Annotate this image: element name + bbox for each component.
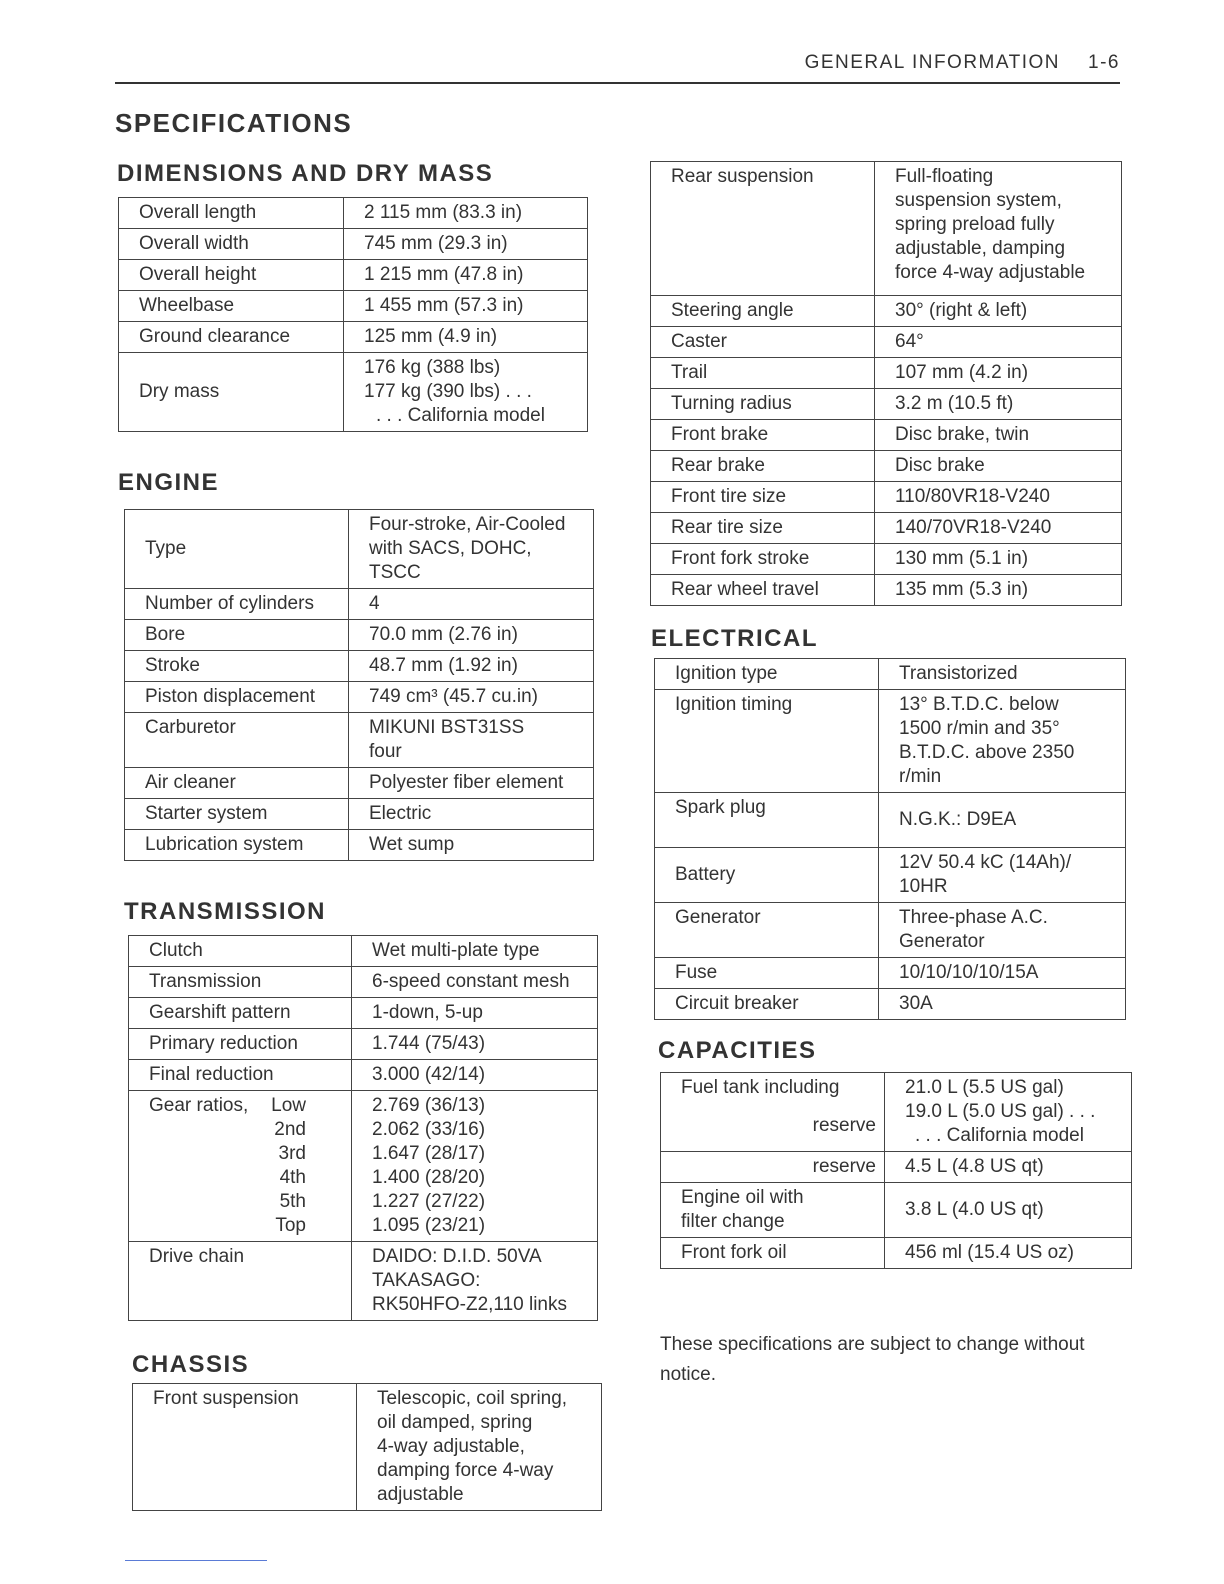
row-value: 30° (right & left)	[875, 296, 1122, 327]
row-label: Bore	[125, 620, 349, 651]
row-label	[129, 1091, 352, 1242]
table-row	[125, 799, 594, 830]
table-row	[125, 682, 594, 713]
value-line: Four-stroke, Air-Cooled	[369, 514, 566, 535]
table-row	[119, 322, 588, 353]
row-value: 135 mm (5.3 in)	[875, 575, 1122, 606]
table-row	[119, 229, 588, 260]
row-label: Spark plug	[655, 793, 879, 848]
row-value: 749 cm³ (45.7 cu.in)	[349, 682, 594, 713]
row-label: Trail	[651, 358, 875, 389]
gear-value: 1.095 (23/21)	[372, 1215, 486, 1236]
table-row	[119, 291, 588, 322]
row-label: Front fork stroke	[651, 544, 875, 575]
gear-ratios-label: Gear ratios,	[149, 1095, 249, 1116]
table-row	[129, 1242, 598, 1321]
label-line: Engine oil with	[681, 1187, 804, 1208]
row-value: 4.5 L (4.8 US qt)	[885, 1152, 1132, 1183]
table-row	[661, 1152, 1132, 1183]
engine-table	[124, 509, 594, 861]
row-label: Piston displacement	[125, 682, 349, 713]
value-line: TSCC	[369, 562, 421, 583]
table-row	[651, 389, 1122, 420]
row-label: Overall width	[119, 229, 344, 260]
value-line: Full-floating	[895, 166, 994, 187]
table-row	[655, 793, 1126, 848]
row-label: Wheelbase	[119, 291, 344, 322]
table-row	[125, 651, 594, 682]
row-label: Ignition timing	[655, 690, 879, 793]
fuel-label: Fuel tank including	[681, 1077, 840, 1098]
row-value	[885, 1073, 1132, 1152]
table-row	[651, 544, 1122, 575]
row-label: Transmission	[129, 967, 352, 998]
table-row	[651, 482, 1122, 513]
value-line: 176 kg (388 lbs)	[364, 357, 501, 378]
value-line: 4-way adjustable,	[377, 1436, 525, 1457]
table-row	[125, 589, 594, 620]
header-section: GENERAL INFORMATION	[804, 52, 1061, 73]
value-line: adjustable, damping	[895, 238, 1066, 259]
table-row	[651, 358, 1122, 389]
table-row	[655, 659, 1126, 690]
row-label: Lubrication system	[125, 830, 349, 861]
value-line: oil damped, spring	[377, 1412, 533, 1433]
row-label: Ground clearance	[119, 322, 344, 353]
gear-name: Low	[271, 1095, 306, 1116]
capacities-heading: CAPACITIES	[658, 1037, 817, 1064]
row-value	[879, 848, 1126, 903]
row-label: Rear tire size	[651, 513, 875, 544]
table-row	[651, 296, 1122, 327]
row-value: 1 455 mm (57.3 in)	[344, 291, 588, 322]
row-label: Drive chain	[129, 1242, 352, 1321]
electrical-heading: ELECTRICAL	[651, 625, 818, 652]
table-row	[119, 198, 588, 229]
row-label: Front suspension	[133, 1384, 357, 1511]
transmission-table	[128, 935, 598, 1321]
value-line: r/min	[899, 766, 942, 787]
row-value: Disc brake	[875, 451, 1122, 482]
row-label: Battery	[655, 848, 879, 903]
table-row	[661, 1183, 1132, 1238]
table-row	[125, 768, 594, 799]
table-row	[119, 260, 588, 291]
electrical-table	[654, 658, 1126, 1020]
value-line: adjustable	[377, 1484, 464, 1505]
page-title: SPECIFICATIONS	[115, 108, 353, 138]
row-value	[349, 713, 594, 768]
table-row	[651, 451, 1122, 482]
row-value: 3.000 (42/14)	[352, 1060, 598, 1091]
row-label: Final reduction	[129, 1060, 352, 1091]
row-value	[357, 1384, 602, 1511]
row-value: Disc brake, twin	[875, 420, 1122, 451]
transmission-heading: TRANSMISSION	[124, 898, 327, 925]
row-value: 107 mm (4.2 in)	[875, 358, 1122, 389]
value-line: 12V 50.4 kC (14Ah)/	[899, 852, 1072, 873]
row-label: reserve	[661, 1152, 885, 1183]
chassis-front-table	[132, 1383, 602, 1511]
row-label: Front tire size	[651, 482, 875, 513]
table-row	[125, 620, 594, 651]
row-value: 3.2 m (10.5 ft)	[875, 389, 1122, 420]
table-row	[651, 327, 1122, 358]
row-label: Carburetor	[125, 713, 349, 768]
value-line: suspension system,	[895, 190, 1062, 211]
value-line: 13° B.T.D.C. below	[899, 694, 1059, 715]
row-value	[344, 353, 588, 432]
gear-name: Top	[275, 1215, 306, 1236]
row-value	[879, 690, 1126, 793]
value-line: . . . California model	[376, 405, 545, 426]
row-label: Turning radius	[651, 389, 875, 420]
row-value: Wet sump	[349, 830, 594, 861]
row-label: Front brake	[651, 420, 875, 451]
gear-name: 5th	[279, 1191, 306, 1212]
row-value: Electric	[349, 799, 594, 830]
page-header	[115, 52, 1120, 84]
table-row	[651, 575, 1122, 606]
table-row	[119, 353, 588, 432]
value-line: force 4-way adjustable	[895, 262, 1086, 283]
value-line: spring preload fully	[895, 214, 1055, 235]
row-value: 1.744 (75/43)	[352, 1029, 598, 1060]
row-value: 64°	[875, 327, 1122, 358]
table-row	[129, 1060, 598, 1091]
table-row	[133, 1384, 602, 1511]
table-row	[129, 967, 598, 998]
table-row	[125, 713, 594, 768]
table-row	[129, 1029, 598, 1060]
gear-value: 1.647 (28/17)	[372, 1143, 486, 1164]
table-row	[651, 420, 1122, 451]
row-label	[661, 1073, 885, 1152]
row-value: N.G.K.: D9EA	[879, 793, 1126, 848]
table-row	[655, 903, 1126, 958]
row-label: Rear suspension	[651, 162, 875, 296]
row-value: Wet multi-plate type	[352, 936, 598, 967]
row-label: Ignition type	[655, 659, 879, 690]
row-value: 48.7 mm (1.92 in)	[349, 651, 594, 682]
table-row	[655, 989, 1126, 1020]
row-value	[875, 162, 1122, 296]
row-label: Caster	[651, 327, 875, 358]
value-line: 1500 r/min and 35°	[899, 718, 1060, 739]
row-value: 30A	[879, 989, 1126, 1020]
gear-value: 1.227 (27/22)	[372, 1191, 486, 1212]
table-row	[655, 848, 1126, 903]
row-value: 1-down, 5-up	[352, 998, 598, 1029]
table-row	[129, 998, 598, 1029]
footer-rule	[125, 1560, 267, 1561]
capacities-table	[660, 1072, 1132, 1269]
row-label: Steering angle	[651, 296, 875, 327]
row-label: Generator	[655, 903, 879, 958]
gear-value: 2.062 (33/16)	[372, 1119, 486, 1140]
value-line: damping force 4-way	[377, 1460, 554, 1481]
row-value: 6-speed constant mesh	[352, 967, 598, 998]
value-line: with SACS, DOHC,	[369, 538, 532, 559]
value-line: DAIDO: D.I.D. 50VA	[372, 1246, 542, 1267]
header-page-number: 1-6	[1088, 52, 1120, 73]
row-label: Air cleaner	[125, 768, 349, 799]
row-label: Number of cylinders	[125, 589, 349, 620]
row-value	[879, 903, 1126, 958]
table-row	[125, 830, 594, 861]
value-line: 10HR	[899, 876, 948, 897]
engine-heading: ENGINE	[118, 469, 220, 496]
row-value: Transistorized	[879, 659, 1126, 690]
row-label: Primary reduction	[129, 1029, 352, 1060]
row-label: Rear wheel travel	[651, 575, 875, 606]
table-row	[129, 936, 598, 967]
row-label: Gearshift pattern	[129, 998, 352, 1029]
table-row	[661, 1073, 1132, 1152]
fuel-reserve-label: reserve	[812, 1115, 876, 1136]
table-row	[655, 690, 1126, 793]
value-line: RK50HFO-Z2,110 links	[372, 1294, 567, 1315]
gear-names	[261, 1094, 306, 1238]
table-row	[651, 162, 1122, 296]
value-line: Generator	[899, 931, 985, 952]
row-value: 456 ml (15.4 US oz)	[885, 1238, 1132, 1269]
row-label: Rear brake	[651, 451, 875, 482]
value-line: MIKUNI BST31SS	[369, 717, 525, 738]
table-row	[655, 958, 1126, 989]
dimensions-table	[118, 197, 588, 432]
value-line: B.T.D.C. above 2350	[899, 742, 1075, 763]
dimensions-heading: DIMENSIONS AND DRY MASS	[117, 160, 494, 187]
row-label: Dry mass	[119, 353, 344, 432]
value-line: Telescopic, coil spring,	[377, 1388, 568, 1409]
value-line: 21.0 L (5.5 US gal)	[905, 1077, 1064, 1098]
row-value	[349, 510, 594, 589]
row-value: 3.8 L (4.0 US qt)	[885, 1183, 1132, 1238]
row-label	[661, 1183, 885, 1238]
row-value	[352, 1242, 598, 1321]
row-label: Starter system	[125, 799, 349, 830]
row-value: 2 115 mm (83.3 in)	[344, 198, 588, 229]
value-line: Three-phase A.C.	[899, 907, 1048, 928]
table-row	[661, 1238, 1132, 1269]
row-label: Circuit breaker	[655, 989, 879, 1020]
row-label: Fuse	[655, 958, 879, 989]
gear-value: 2.769 (36/13)	[372, 1095, 486, 1116]
row-value: 130 mm (5.1 in)	[875, 544, 1122, 575]
value-line: TAKASAGO:	[372, 1270, 481, 1291]
row-label: Overall height	[119, 260, 344, 291]
row-value: 125 mm (4.9 in)	[344, 322, 588, 353]
row-label: Type	[125, 510, 349, 589]
row-label: Clutch	[129, 936, 352, 967]
value-line: 19.0 L (5.0 US gal) . . .	[905, 1101, 1096, 1122]
label-line: filter change	[681, 1211, 785, 1232]
value-line: 177 kg (390 lbs) . . .	[364, 381, 532, 402]
gear-name: 2nd	[274, 1119, 306, 1140]
disclaimer-note: These specifications are subject to change without notice.	[660, 1334, 1085, 1385]
row-value: 70.0 mm (2.76 in)	[349, 620, 594, 651]
table-row	[129, 1091, 598, 1242]
table-row	[651, 513, 1122, 544]
row-label: Overall length	[119, 198, 344, 229]
chassis-heading: CHASSIS	[132, 1351, 250, 1378]
gear-name: 3rd	[278, 1143, 306, 1164]
row-value: 4	[349, 589, 594, 620]
row-value	[352, 1091, 598, 1242]
chassis-rear-table	[650, 161, 1122, 606]
row-label: Front fork oil	[661, 1238, 885, 1269]
value-line: four	[369, 741, 402, 762]
gear-name: 4th	[279, 1167, 306, 1188]
row-value: Polyester fiber element	[349, 768, 594, 799]
row-value: 10/10/10/10/15A	[879, 958, 1126, 989]
row-value: 140/70VR18-V240	[875, 513, 1122, 544]
value-line: . . . California model	[915, 1125, 1084, 1146]
gear-value: 1.400 (28/20)	[372, 1167, 486, 1188]
row-label: Stroke	[125, 651, 349, 682]
row-value: 1 215 mm (47.8 in)	[344, 260, 588, 291]
row-value: 745 mm (29.3 in)	[344, 229, 588, 260]
table-row	[125, 510, 594, 589]
row-value: 110/80VR18-V240	[875, 482, 1122, 513]
